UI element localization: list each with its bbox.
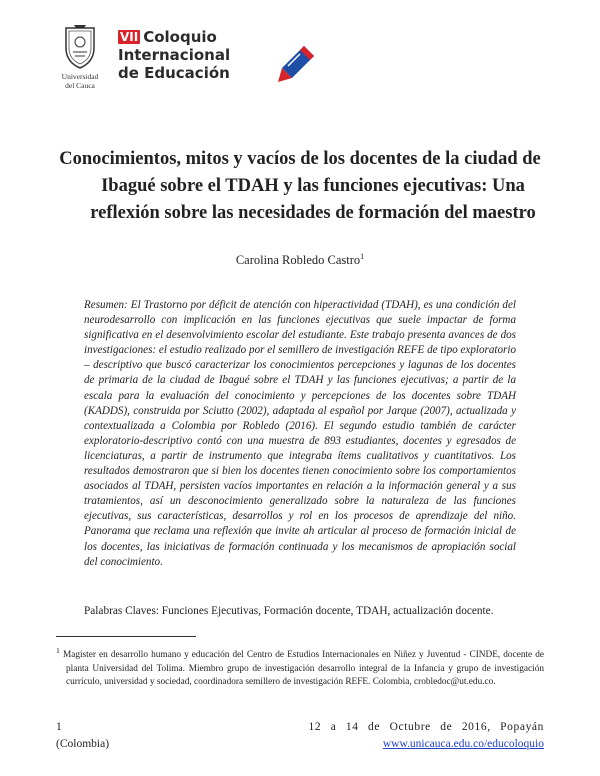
university-name-line2: del Cauca [65, 81, 95, 90]
footnote [56, 644, 544, 690]
footnote-text: Magister en desarrollo humano y educación del Centro de Estudios Internacionales en Niñez y Juventud - CINDE, docente de planta Universidad del Tolima. Miembro grupo de investigación desarrollo integral de la Infancia y grupo de investigación currículo, universidad y sociedad, coordinadora semillero de investigación REFE. Colombia, crobledoc@ut.edu.co. [62, 650, 545, 688]
event-name-line3: de Educación [118, 64, 230, 82]
paper-title [56, 146, 544, 227]
author-footnote-mark: 1 [360, 252, 365, 261]
author-name: Carolina Robledo Castro [235, 253, 361, 268]
footer-right [309, 719, 544, 753]
title-line-1: Conocimientos, mitos y vacíos de los docentes de la ciudad de [59, 149, 541, 169]
page-number: 1 [56, 721, 62, 733]
footer-left [56, 719, 109, 753]
university-name-line1: Universidad [61, 72, 99, 81]
university-crest-icon [60, 24, 100, 70]
title-line-2: Ibagué sobre el TDAH y las funciones ejecutivas: Una [101, 176, 525, 196]
keywords: Palabras Claves: Funciones Ejecutivas, Formación docente, TDAH, actualización docente. [84, 605, 494, 617]
author-line [0, 252, 600, 268]
pen-icon [274, 42, 318, 86]
event-name-line2: Internacional [118, 46, 231, 64]
footer-url-link[interactable]: www.unicauca.edu.co/educoloquio [382, 738, 544, 750]
footnote-mark: 1 [56, 646, 60, 655]
footer-country: (Colombia) [56, 738, 110, 750]
event-name-line1: Coloquio [143, 28, 217, 46]
title-line-3: reflexión sobre las necesidades de formación del maestro [90, 203, 536, 223]
coloquio-logo [118, 28, 298, 82]
footer-date-place: 12 a 14 de Octubre de 2016, Popayán [308, 721, 544, 733]
university-logo [52, 24, 108, 90]
page-header [52, 24, 292, 92]
event-edition-badge: VII [120, 30, 139, 44]
abstract: Resumen: El Trastorno por déficit de atención con hiperactividad (TDAH), es una condición del neurodesarrollo con implicación en las funciones ejecutivas que suele impactar de forma significativa en el desenvolvimiento escolar del estudiante. Este trabajo presenta avances de dos investigaciones: el estudio realizado por el semillero de investigación REFE de tipo exploratorio – descriptivo que buscó caracterizar los conocimientos percepciones y lagunas de los docentes de primaria de la ciudad de Ibagué sobre el TDAH y las funciones ejecutivas; a partir de la escala para la evaluación del conocimiento y percepciones de los docentes sobre TDAH (KADDS), construida por Sciutto (2002), adaptada al español por Jarque (2007), actualizada y contextualizada a Colombia por Robledo (2016). El segundo estudio también de carácter exploratorio-descriptivo contó con una muestra de 893 estudiantes, docentes y egresados de licenciaturas, a partir de instrumento que integraba ítems cualitativos y cuantitativos. Los resultados demostraron que si bien los docentes tienen conocimiento sobre los comportamientos asociados al TDAH, persisten vacíos importantes en relación a la información general y a sus tratamientos, así un desconocimiento generalizado sobre la naturaleza de las funciones ejecutivas, sus características, desarrollos y rol en los procesos de aprendizaje del niño. Panorama que reclama una reflexión que invite ah articular al proceso de formación inicial de los docentes, las iniciativas de formación continuada y los mecanismos de apropiación social del conocimiento. [84, 299, 516, 568]
footnote-divider [56, 636, 196, 637]
